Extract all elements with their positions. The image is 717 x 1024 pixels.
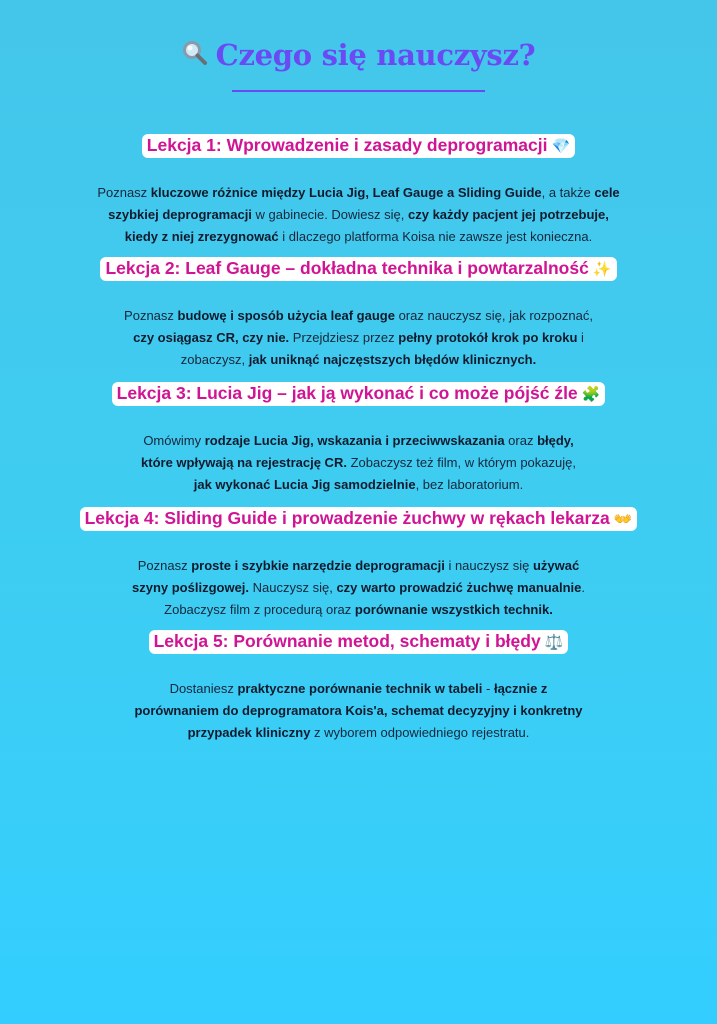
bold-text: które wpływają na rejestrację CR. [141,455,347,470]
bold-text: pełny protokół krok po kroku [398,330,578,345]
lesson-title [100,257,616,281]
text: Poznasz [97,185,151,200]
lesson-title [149,630,569,654]
text: Przejdziesz przez [289,330,399,345]
lesson-3 [0,382,717,496]
text: i [577,330,584,345]
page-title [182,38,536,72]
text: z wyborem odpowiedniego rejestratu. [310,725,530,740]
page-title-text: Czego się nauczysz? [215,38,536,72]
bold-text: czy każdy pacjent jej potrzebuje, [408,207,609,222]
lesson-title [80,507,638,531]
bold-text: porównaniem do deprogramatora Kois'a, schemat decyzyjny i konkretny [134,703,583,718]
open-hands-icon: 👐 [613,511,633,528]
text: Zobaczysz też film, w którym pokazuję, [346,455,576,470]
description-line [0,226,717,248]
description-line [0,349,717,371]
title-underline [232,90,485,92]
text: Dostaniesz [169,681,238,696]
description-line [0,722,717,744]
bold-text: przypadek kliniczny [187,725,311,740]
description-line [0,678,717,700]
text: i dlaczego platforma Koisa nie zawsze jest konieczna. [278,229,593,244]
text: zobaczysz, [180,352,249,367]
lesson-description [0,430,717,496]
text: w gabinecie. Dowiesz się, [251,207,408,222]
text: Poznasz [137,558,192,573]
text: Omówimy [143,433,205,448]
description-line [0,599,717,621]
text: , bez laboratorium. [415,477,524,492]
text: oraz [504,433,538,448]
bold-text: kiedy z niej zrezygnować [124,229,279,244]
bold-text: używać [532,558,580,573]
text: , a także [541,185,595,200]
bold-text: błędy, [537,433,574,448]
description-line [0,577,717,599]
lesson-4 [0,507,717,621]
description-line [0,327,717,349]
bold-text: czy osiągasz CR, czy nie. [133,330,290,345]
bold-text: jak uniknąć najczęstszych błędów klinicznych. [248,352,537,367]
bold-text: szybkiej deprogramacji [108,207,252,222]
gem-icon: 💎 [551,138,571,155]
lesson-title-text: Lekcja 5: Porównanie metod, schematy i błędy [153,631,541,651]
text: . [581,580,585,595]
text: - [482,681,494,696]
description-line [0,474,717,496]
bold-text: łącznie z [493,681,548,696]
text: Poznasz [124,308,178,323]
lesson-description [0,555,717,621]
header [0,38,717,72]
bold-text: rodzaje Lucia Jig, wskazania i przeciwwskazania [204,433,505,448]
description-line [0,555,717,577]
text: oraz nauczysz się, jak rozpoznać, [394,308,593,323]
description-line [0,700,717,722]
bold-text: porównanie wszystkich technik. [354,602,553,617]
bold-text: proste i szybkie narzędzie deprogramacji [191,558,445,573]
lesson-description [0,182,717,248]
lesson-description [0,678,717,744]
description-line [0,204,717,226]
balance-scale-icon: ⚖️ [544,634,564,651]
sparkles-icon: ✨ [592,261,612,278]
lesson-2 [0,257,717,371]
magnifier-icon [182,40,208,70]
lesson-title-text: Lekcja 4: Sliding Guide i prowadzenie żuchwy w rękach lekarza [84,508,610,528]
puzzle-piece-icon: 🧩 [581,386,601,403]
description-line [0,452,717,474]
lesson-1 [0,134,717,248]
description-line [0,182,717,204]
text: Nauczysz się, [249,580,337,595]
bold-text: kluczowe różnice między Lucia Jig, Leaf Gauge a Sliding Guide [150,185,542,200]
lesson-title [142,134,575,158]
bold-text: praktyczne porównanie technik w tabeli [237,681,483,696]
description-line [0,430,717,452]
bold-text: czy warto prowadzić żuchwę manualnie [336,580,582,595]
bold-text: jak wykonać Lucia Jig samodzielnie [193,477,416,492]
text: i nauczysz się [444,558,533,573]
lesson-title [112,382,606,406]
lesson-5 [0,630,717,744]
lesson-title-text: Lekcja 2: Leaf Gauge – dokładna technika i powtarzalność [105,258,589,278]
text: Zobaczysz film z procedurą oraz [164,602,355,617]
lesson-title-text: Lekcja 3: Lucia Jig – jak ją wykonać i co może pójść źle [116,383,578,403]
bold-text: budowę i sposób użycia leaf gauge [177,308,395,323]
lesson-title-text: Lekcja 1: Wprowadzenie i zasady deprogramacji [146,135,548,155]
description-line [0,305,717,327]
lesson-description [0,305,717,371]
bold-text: szyny poślizgowej. [132,580,250,595]
bold-text: cele [594,185,620,200]
